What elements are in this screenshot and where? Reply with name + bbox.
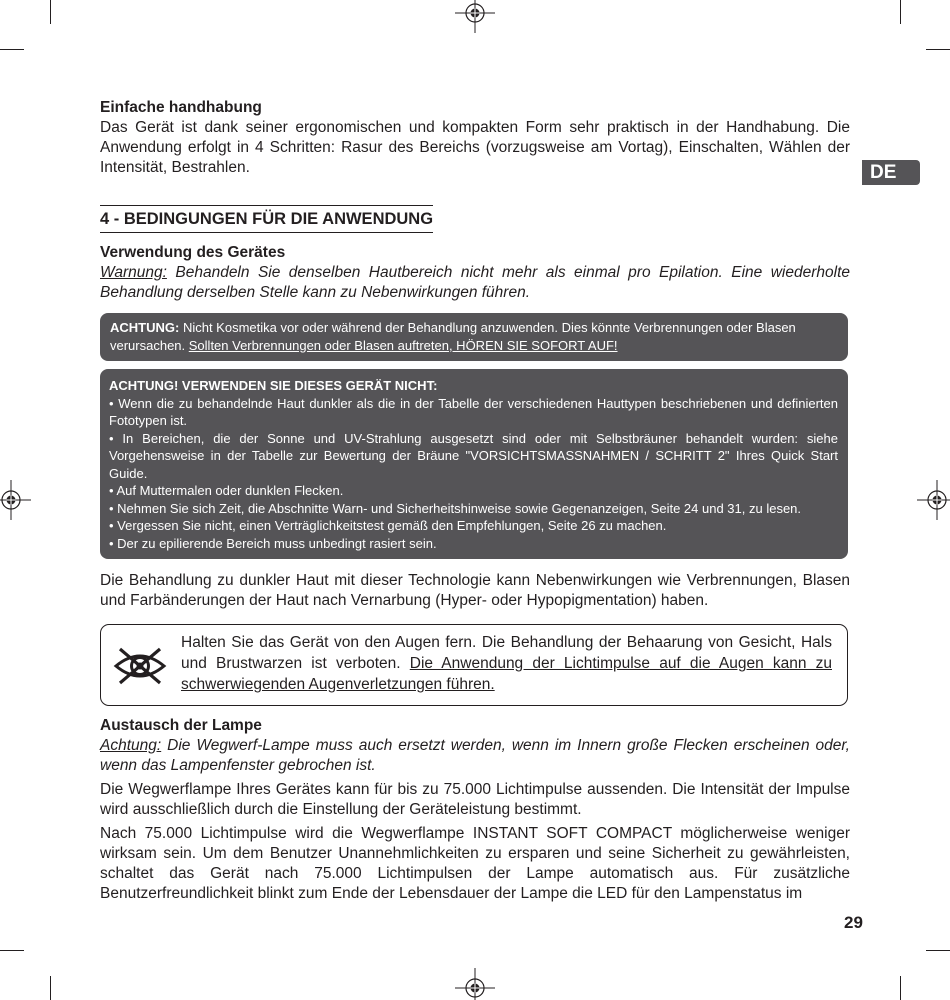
eye-warning-box: [100, 624, 848, 706]
crop-mark: [900, 0, 901, 24]
handling-body: Das Gerät ist dank seiner ergonomischen und kompakten Form sehr praktisch in der Handhabung. Die Anwendung erfolgt in 4 Schritten: Rasur des Bereichs (vorzugsweise am Vortag), Einschalten, Wählen der Intensität, Bestrahlen.: [100, 119, 850, 176]
crop-mark: [0, 950, 24, 951]
usage-section: [100, 243, 850, 303]
registration-mark-icon: [917, 480, 950, 520]
crop-mark: [50, 0, 51, 24]
lamp-paragraph-1: Die Wegwerflampe Ihres Gerätes kann für bis zu 75.000 Lichtimpulse aussenden. Die Intensität der Impulse wird ausschließlich durch die Einstellung der Geräteleistung bestimmt.: [100, 781, 850, 818]
eye-warning-text: [181, 632, 832, 695]
do-not-use-box: [100, 369, 848, 559]
registration-mark-icon: [455, 0, 495, 33]
usage-subheading: Verwendung des Gerätes: [100, 244, 286, 261]
lamp-note: [100, 736, 850, 776]
lamp-heading: Austausch der Lampe: [100, 717, 262, 734]
lamp-section: [100, 716, 850, 904]
dark-skin-paragraph: Die Behandlung zu dunkler Haut mit dieser Technologie kann Nebenwirkungen wie Verbrennungen, Blasen und Farbänderungen der Haut nach Vernarbung (Hyper- oder Hypopigmentation) haben.: [100, 572, 850, 609]
caution-box: [100, 313, 848, 361]
page-number: 29: [844, 913, 863, 932]
caution-label: ACHTUNG:: [110, 320, 180, 335]
registration-mark-icon: [455, 968, 495, 1000]
crop-mark: [926, 49, 950, 50]
do-not-use-item: • In Bereichen, die der Sonne und UV-Strahlung ausgesetzt sind oder mit Selbstbräuner behandelt wurden: siehe Vorgehensweise in der Tabelle zur Bewertung der Bräune "VORSICHTSMASSNAHMEN / SCHRITT 2" Ihres Quick Start Guide.: [109, 430, 838, 481]
lamp-note-text: Die Wegwerf-Lampe muss auch ersetzt werden, wenn im Innern große Flecken erscheinen oder, wenn das Lampenfenster gebrochen ist.: [100, 737, 850, 774]
caution-underlined: Sollten Verbrennungen oder Blasen auftreten, HÖREN SIE SOFORT AUF!: [188, 337, 618, 353]
caution-text: Nicht Kosmetika vor oder während der Behandlung anzuwenden. Dies könnte Verbrennungen oder Blasen verursachen.: [110, 320, 796, 353]
do-not-use-item: • Vergessen Sie nicht, einen Verträglichkeitstest gemäß den Empfehlungen, Seite 26 zu machen.: [109, 518, 667, 533]
registration-mark-icon: [0, 480, 31, 520]
warning-text: Behandeln Sie denselben Hautbereich nicht mehr als einmal pro Epilation. Eine wiederholte Behandlung derselben Stelle kann zu Nebenwirkungen führen.: [100, 264, 850, 301]
eye-warning-plain: Halten Sie das Gerät von den Augen fern. Die Behandlung der Behaarung von Gesicht, Hals und Brustwarzen ist verboten.: [181, 634, 832, 672]
eye-warning-underlined: Die Anwendung der Lichtimpulse auf die Augen kann zu schwerwiegenden Augenverletzungen führen.: [181, 655, 832, 693]
handling-section: [100, 98, 850, 178]
handling-heading: Einfache handhabung: [100, 99, 262, 116]
crop-mark: [900, 976, 901, 1000]
no-eye-exposure-icon: [113, 645, 167, 687]
do-not-use-item: • Auf Muttermalen oder dunklen Flecken.: [109, 483, 344, 498]
crop-mark: [0, 49, 24, 50]
do-not-use-item: • Nehmen Sie sich Zeit, die Abschnitte Warn- und Sicherheitshinweise sowie Gegenanzeigen, Seite 24 und 31, zu lesen.: [109, 500, 802, 516]
language-tab: DE: [862, 160, 920, 185]
do-not-use-item: • Der zu epilierende Bereich muss unbedingt rasiert sein.: [109, 535, 437, 551]
do-not-use-title: ACHTUNG! VERWENDEN SIE DIESES GERÄT NICHT:: [109, 378, 438, 393]
lamp-paragraph-2: Nach 75.000 Lichtimpulse wird die Wegwerflampe INSTANT SOFT COMPACT möglicherweise weniger wirksam sein. Um dem Benutzer Unannehmlichkeiten zu ersparen und seine Sicherheit zu gewährleisten, schaltet das Gerät nach 75.000 Lichtimpulsen der Lampe automatisch aus. Für zusätzliche Benutzerfreundlichkeit blinkt zum Ende der Lebensdauer der Lampe die LED für den Lampenstatus im: [100, 825, 850, 902]
lamp-note-label: Achtung:: [100, 737, 162, 754]
crop-mark: [926, 950, 950, 951]
crop-mark: [50, 976, 51, 1000]
section-title: 4 - BEDINGUNGEN FÜR DIE ANWENDUNG: [100, 205, 433, 233]
warning-label: Warnung:: [100, 264, 167, 281]
page-content: [100, 98, 850, 904]
usage-warning: [100, 263, 850, 303]
do-not-use-item: • Wenn die zu behandelnde Haut dunkler als die in der Tabelle der verschiedenen Hauttypen beschriebenen und definierten Fototypen ist.: [109, 395, 838, 428]
